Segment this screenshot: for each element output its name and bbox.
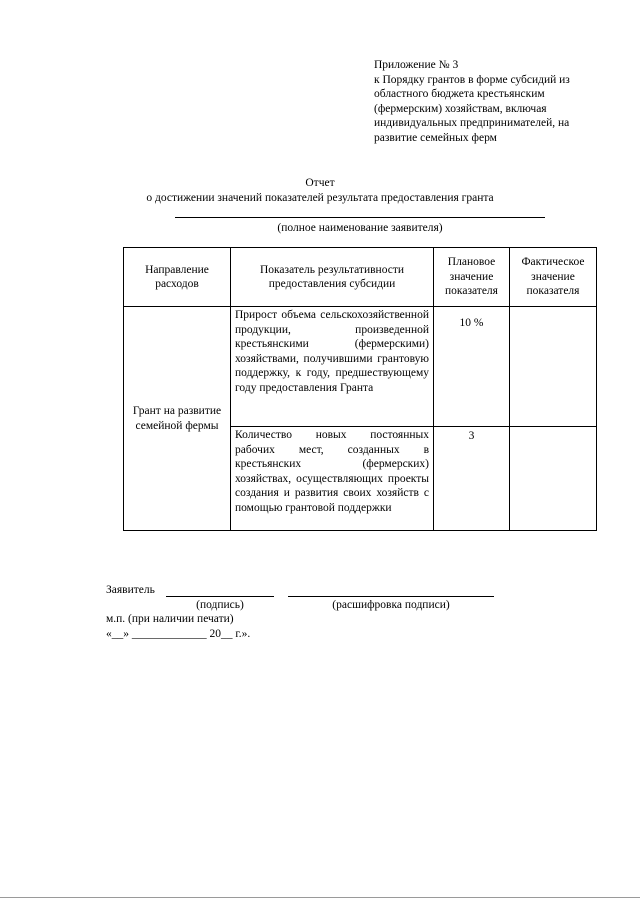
appendix-line: индивидуальных предпринимателей, на: [374, 117, 570, 129]
stamp-note: м.п. (при наличии печати): [106, 613, 234, 625]
table-header-row: [124, 248, 597, 307]
actual-value-cell: [510, 307, 597, 427]
signature-decoding-line: [288, 596, 494, 597]
planned-value-cell: 3: [434, 427, 510, 531]
appendix-line: Приложение № 3: [374, 59, 459, 71]
signature-decoding-caption: (расшифровка подписи): [332, 599, 450, 611]
appendix-line: областного бюджета крестьянским: [374, 88, 545, 100]
signature-caption: (подпись): [196, 599, 244, 611]
appendix-line: (фермерским) хозяйствам, включая: [374, 102, 547, 115]
date-line: «__» _____________ 20__ г.».: [106, 628, 251, 640]
appendix-line: развитие семейных ферм: [374, 131, 497, 144]
applicant-label: Заявитель: [106, 584, 155, 596]
page-bottom-rule: [0, 897, 640, 898]
appendix-line: к Порядку грантов в форме субсидий из: [374, 73, 570, 86]
header-direction: Направление расходов: [124, 248, 231, 307]
appendix-block: [374, 58, 614, 145]
signature-line: [166, 596, 274, 597]
indicators-table: [123, 247, 597, 531]
table-row: [124, 307, 597, 427]
direction-cell: Грант на развитие семейной фермы: [124, 307, 231, 531]
indicator-cell: Прирост объема сельскохозяйственной продукции, произведенной крестьянскими (фермерскими) хозяйствами, получившими грантовую поддержку, к году, предшествующему году предоставления Гранта: [231, 307, 434, 427]
applicant-name-caption: (полное наименование заявителя): [277, 222, 443, 234]
header-actual: Фактическое значение показателя: [510, 248, 597, 307]
report-title: Отчет: [305, 177, 335, 189]
report-subtitle: о достижении значений показателей результата предоставления гранта: [146, 192, 494, 204]
actual-value-cell: [510, 427, 597, 531]
indicator-cell: Количество новых постоянных рабочих мест, созданных в крестьянских (фермерских) хозяйствах, осуществляющих проекты создания и развития своих хозяйств с помощью грантовой поддержки: [231, 427, 434, 531]
applicant-name-line: [175, 217, 545, 218]
planned-value-cell: 10 %: [434, 307, 510, 427]
header-indicator: Показатель результативности предоставления субсидии: [231, 248, 434, 307]
header-planned: Плановое значение показателя: [434, 248, 510, 307]
